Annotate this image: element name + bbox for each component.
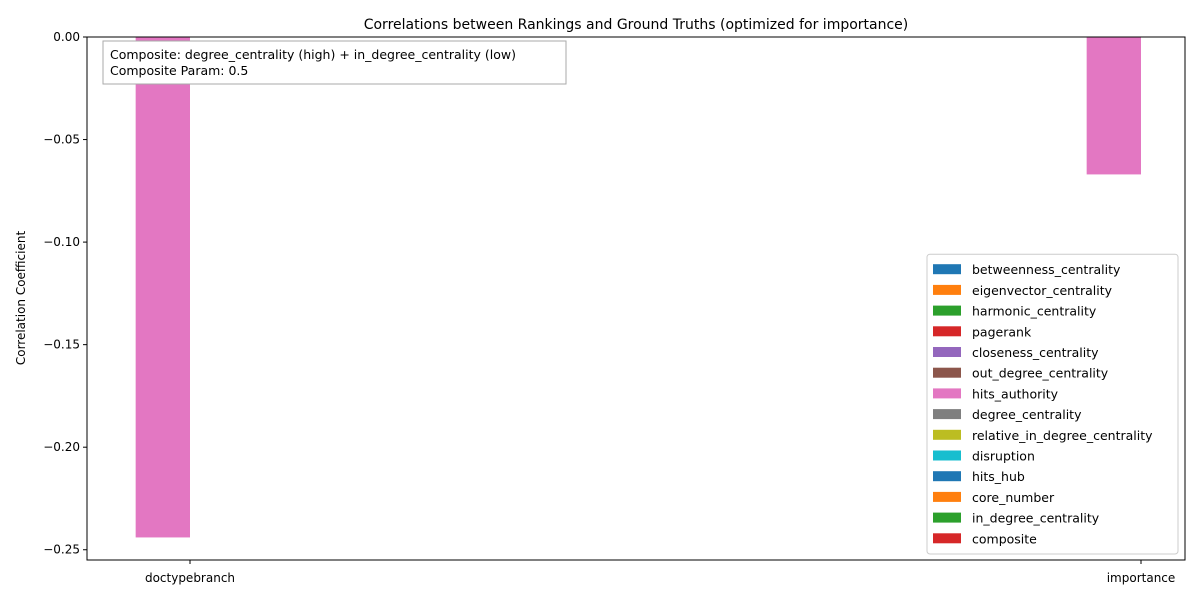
y-tick-label: −0.15 [43,337,80,352]
annotation-line-param: Composite Param: 0.5 [110,63,249,78]
composite-annotation [103,41,566,84]
legend-swatch-pagerank [933,326,961,336]
legend-label-hits_authority: hits_authority [972,386,1059,402]
y-tick-label: 0.00 [53,30,80,44]
legend-label-eigenvector_centrality: eigenvector_centrality [972,282,1113,298]
legend-swatch-degree_centrality [933,409,961,419]
legend-label-pagerank: pagerank [972,324,1032,340]
legend-frame [927,254,1178,554]
legend-swatch-out_degree_centrality [933,368,961,378]
y-tick-label: −0.20 [43,440,80,455]
y-tick-label: −0.10 [43,235,80,250]
y-axis [43,30,87,557]
legend-swatch-core_number [933,492,961,502]
legend-swatch-hits_authority [933,388,961,398]
chart-title: Correlations between Rankings and Ground Truths (optimized for importance) [363,17,909,33]
legend-swatch-betweenness_centrality [933,264,961,274]
legend-label-harmonic_centrality: harmonic_centrality [972,303,1097,319]
legend-swatch-hits_hub [933,471,961,481]
legend-label-composite: composite [972,531,1037,547]
legend-label-relative_in_degree_centrality: relative_in_degree_centrality [972,427,1153,443]
legend-swatch-in_degree_centrality [933,513,961,523]
y-axis-label: Correlation Coefficient [14,230,28,366]
legend-swatch-eigenvector_centrality [933,285,961,295]
annotation-line-composite: Composite: degree_centrality (high) + in_degree_centrality (low) [110,47,516,62]
bar-hits_authority-importance [1087,37,1141,174]
y-tick-label: −0.25 [43,542,80,557]
legend-label-betweenness_centrality: betweenness_centrality [972,262,1121,278]
x-tick-label-doctypebranch: doctypebranch [144,571,236,585]
legend-label-hits_hub: hits_hub [972,469,1025,485]
bar-hits_authority-doctypebranch [136,37,190,537]
legend-swatch-harmonic_centrality [933,306,961,316]
x-axis [145,560,1175,585]
x-tick-label-importance: importance [1106,571,1176,585]
legend-label-degree_centrality: degree_centrality [972,407,1082,423]
legend-label-closeness_centrality: closeness_centrality [972,345,1099,360]
legend-label-core_number: core_number [972,489,1055,505]
legend-label-in_degree_centrality: in_degree_centrality [972,510,1100,526]
legend-swatch-closeness_centrality [933,347,961,357]
legend-swatch-disruption [933,451,961,461]
legend-label-disruption: disruption [972,448,1035,464]
legend-swatch-relative_in_degree_centrality [933,430,961,440]
legend-label-out_degree_centrality: out_degree_centrality [972,365,1109,381]
legend [927,254,1178,554]
legend-swatch-composite [933,533,961,543]
y-tick-label: −0.05 [43,132,80,147]
